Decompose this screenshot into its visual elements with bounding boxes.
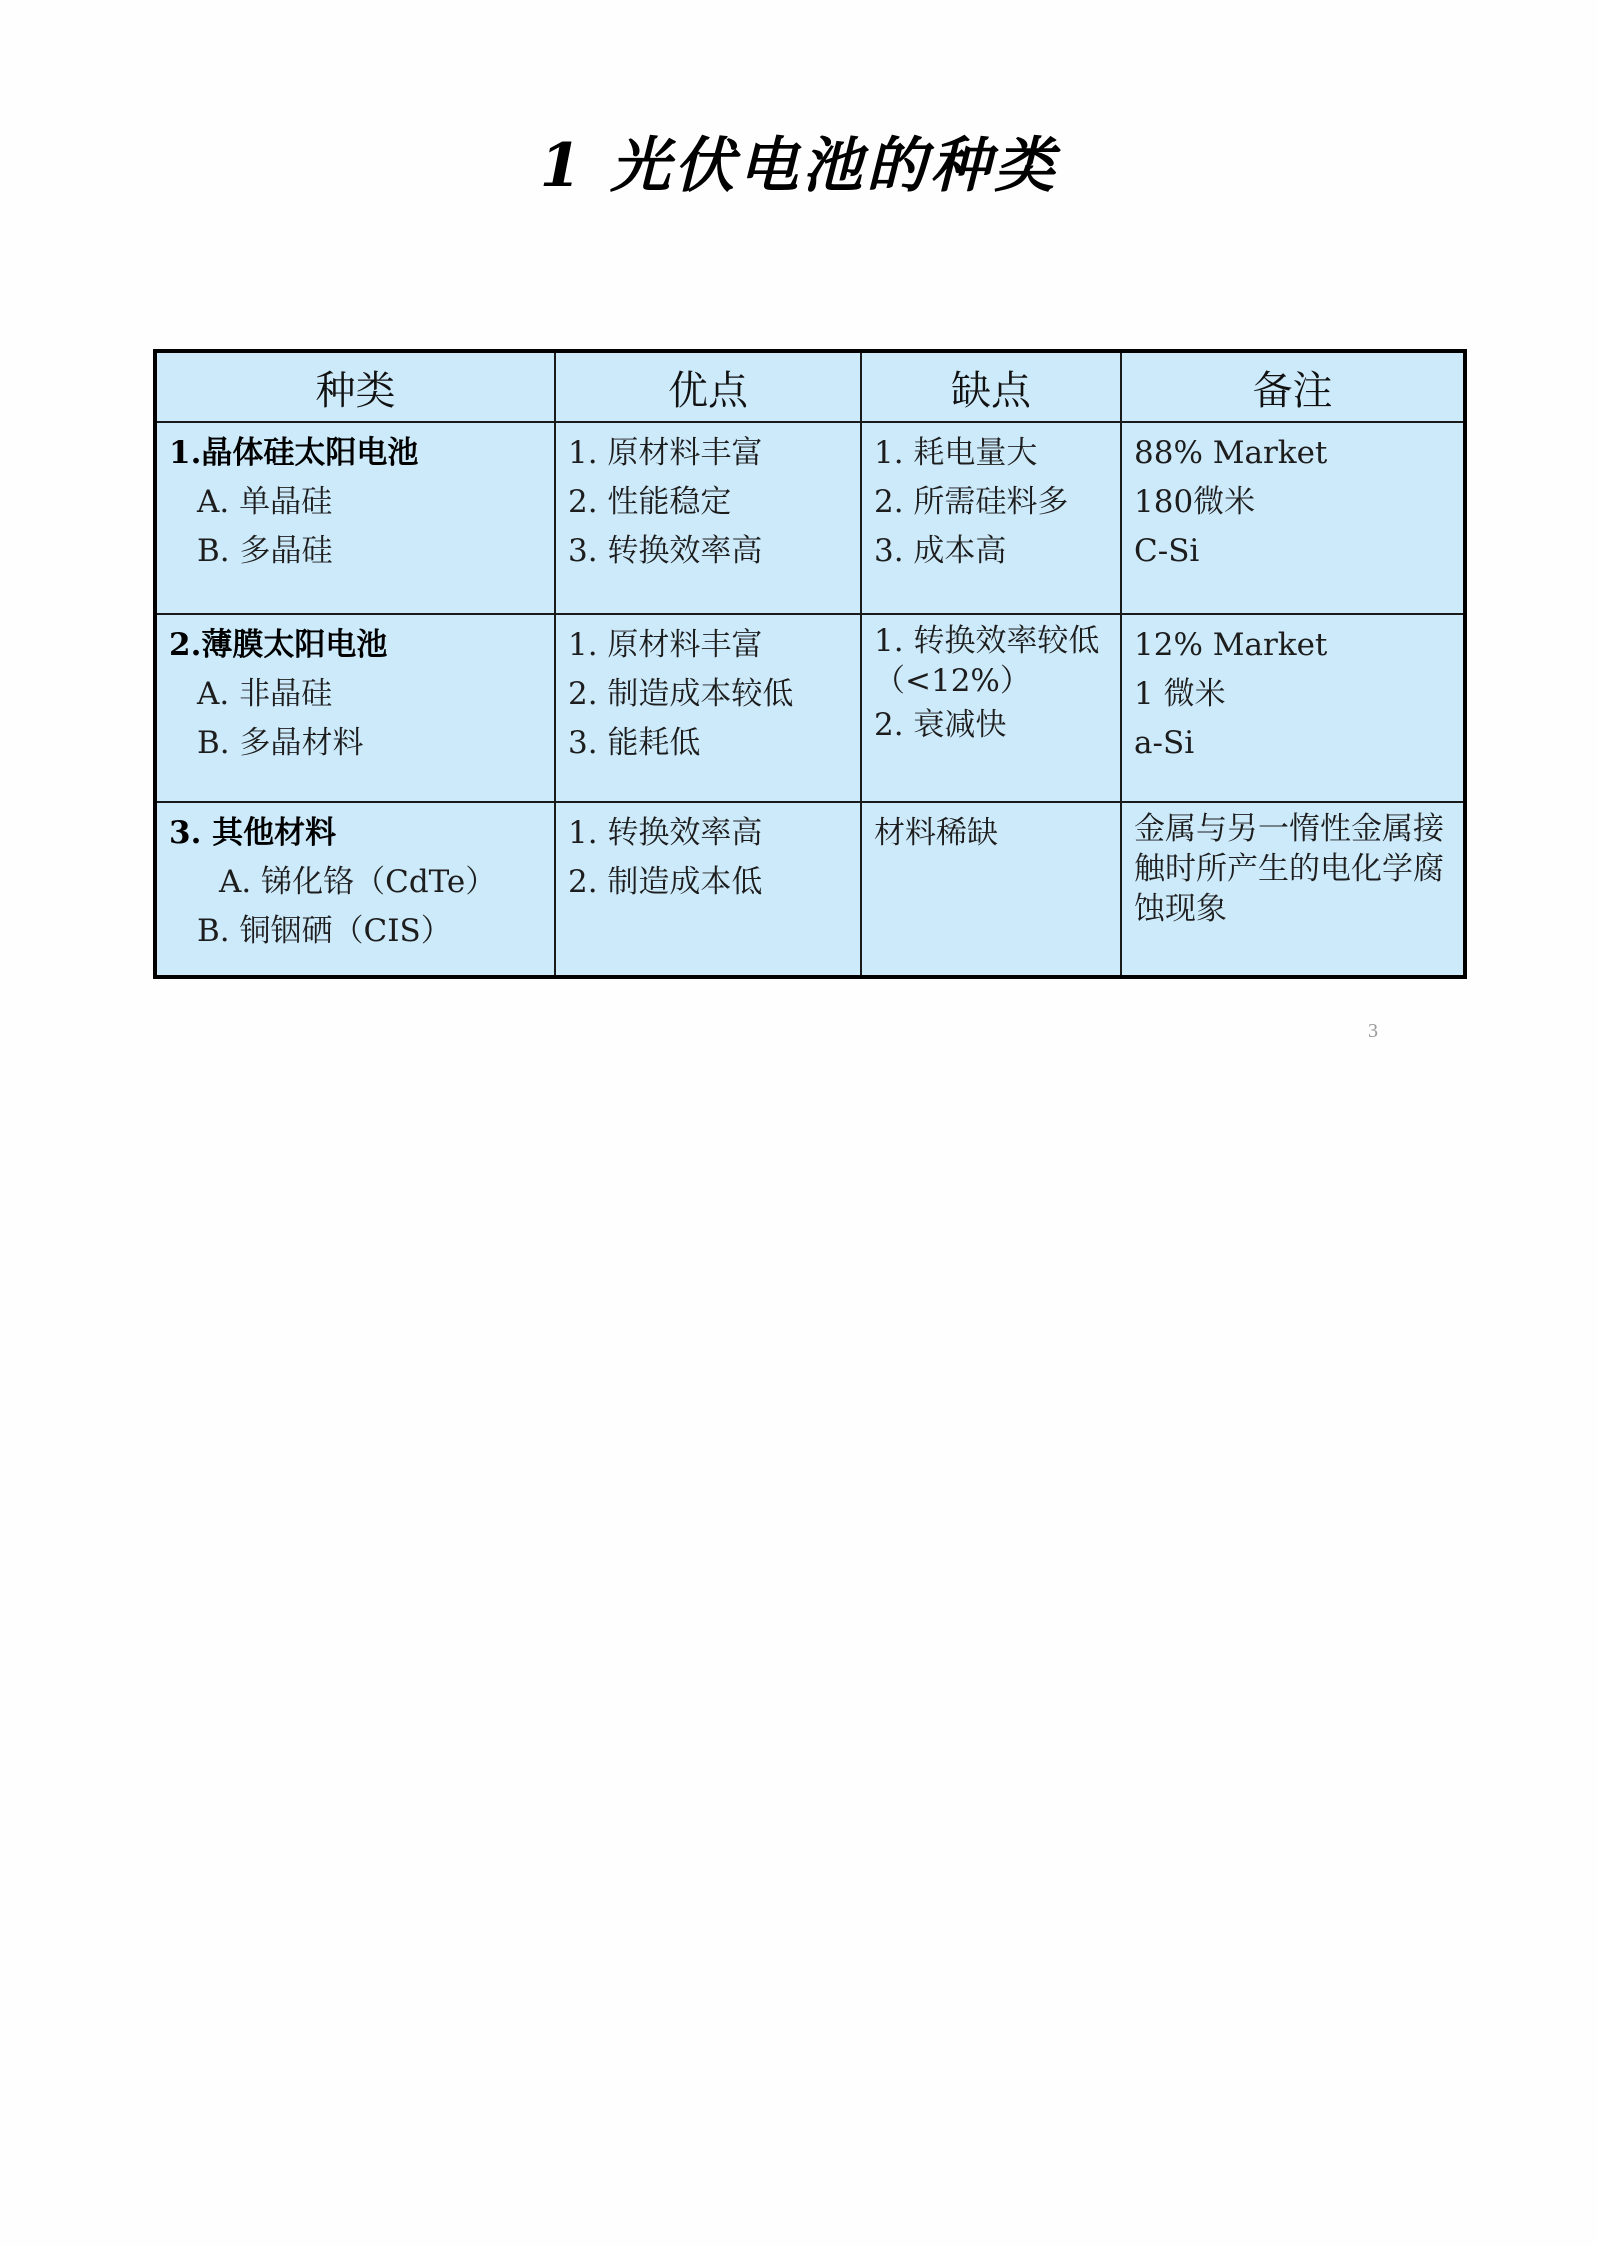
con-item: 材料稀缺	[874, 815, 998, 851]
type-subtype: A. 单晶硅	[197, 484, 333, 520]
con-item: 1. 转换效率较低（<12%）	[874, 623, 1100, 699]
solar-cell-types-table	[153, 349, 1467, 979]
pro-item: 2. 制造成本较低	[568, 676, 794, 712]
pro-item: 2. 性能稳定	[568, 484, 732, 520]
pro-item: 2. 制造成本低	[568, 864, 763, 900]
type-name: 1.晶体硅太阳电池	[169, 435, 419, 471]
note-item: a-Si	[1134, 725, 1195, 761]
table-row	[155, 802, 1465, 977]
type-subtype: B. 多晶硅	[197, 533, 333, 569]
type-subtype: A. 锑化铬（CdTe）	[219, 864, 497, 900]
pro-item: 1. 转换效率高	[568, 815, 763, 851]
cell-type	[155, 422, 555, 614]
cell-notes	[1121, 422, 1465, 614]
type-subtype: B. 多晶材料	[197, 725, 364, 761]
cell-notes	[1121, 802, 1465, 977]
con-item: 3. 成本高	[874, 533, 1007, 569]
type-name: 2.薄膜太阳电池	[169, 627, 388, 663]
type-subtype: A. 非晶硅	[197, 676, 333, 712]
pro-item: 3. 能耗低	[568, 725, 701, 761]
page-number: 3	[1368, 1020, 1378, 1042]
header-cons: 缺点	[861, 351, 1121, 422]
table-row	[155, 422, 1465, 614]
pro-item: 1. 原材料丰富	[568, 627, 763, 663]
note-item: C-Si	[1134, 533, 1200, 569]
header-pros: 优点	[555, 351, 861, 422]
table-row	[155, 614, 1465, 802]
cell-cons	[861, 614, 1121, 802]
cell-cons	[861, 422, 1121, 614]
type-name: 3. 其他材料	[169, 815, 337, 851]
cell-pros	[555, 802, 861, 977]
cell-type	[155, 802, 555, 977]
header-notes: 备注	[1121, 351, 1465, 422]
note-item: 180微米	[1134, 484, 1256, 520]
con-item: 2. 衰减快	[874, 707, 1007, 743]
pro-item: 1. 原材料丰富	[568, 435, 763, 471]
cell-type	[155, 614, 555, 802]
solar-cell-types-table-container	[153, 349, 1463, 973]
header-type: 种类	[155, 351, 555, 422]
cell-notes	[1121, 614, 1465, 802]
cell-pros	[555, 614, 861, 802]
note-item: 88% Market	[1134, 435, 1328, 471]
table-header-row	[155, 351, 1465, 422]
con-item: 2. 所需硅料多	[874, 484, 1069, 520]
note-item: 12% Market	[1134, 627, 1328, 663]
cell-pros	[555, 422, 861, 614]
note-item: 金属与另一惰性金属接触时所产生的电化学腐蚀现象	[1134, 811, 1444, 927]
note-item: 1 微米	[1134, 676, 1226, 712]
type-subtype: B. 铜铟硒（CIS）	[197, 913, 452, 949]
page-title: 1 光伏电池的种类	[539, 131, 1059, 201]
cell-cons	[861, 802, 1121, 977]
con-item: 1. 耗电量大	[874, 435, 1038, 471]
pro-item: 3. 转换效率高	[568, 533, 763, 569]
